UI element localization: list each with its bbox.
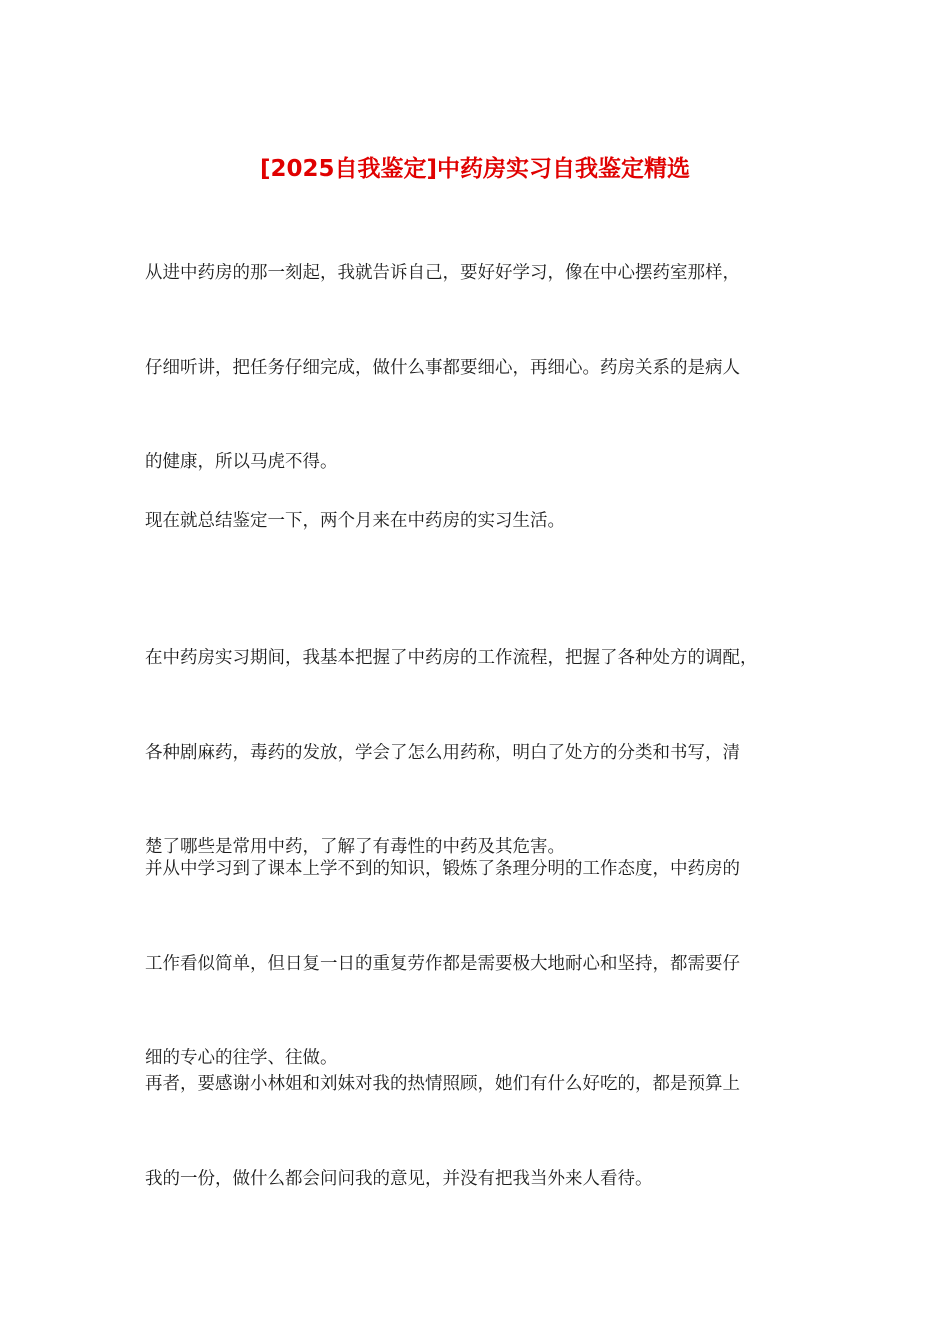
text-line: 细的专心的往学、往做。 xyxy=(145,1048,338,1068)
paragraph-summary xyxy=(145,443,813,569)
text-line: 从进中药房的那一刻起，我就告诉自己，要好好学习，像在中心摆药室那样， xyxy=(145,263,740,283)
text-line: 工作看似简单，但日复一日的重复劳作都是需要极大地耐心和坚持，都需要仔 xyxy=(145,953,740,974)
paragraph-thanks xyxy=(145,1006,813,1227)
text-line: 各种剧麻药，毒药的发放，学会了怎么用药称，明白了处方的分类和书写，清 xyxy=(145,742,740,763)
text-line: 现在就总结鉴定一下，两个月来在中药房的实习生活。 xyxy=(145,511,565,531)
text-line: 并从中学习到了课本上学不到的知识，锻炼了条理分明的工作态度，中药房的 xyxy=(145,859,740,879)
text-line: 在中药房实习期间，我基本把握了中药房的工作流程，把握了各种处方的调配， xyxy=(145,648,758,668)
text-line: 再者，要感谢小林姐和刘妹对我的热情照顾，她们有什么好吃的，都是预算上 xyxy=(145,1074,740,1094)
text-line: 楚了哪些是常用中药，了解了有毒性的中药及其危害。 xyxy=(145,837,565,857)
document-title: [2025自我鉴定]中药房实习自我鉴定精选 xyxy=(259,156,691,182)
text-line: 我的一份，做什么都会问问我的意见，并没有把我当外来人看待。 xyxy=(145,1168,653,1189)
text-line: 的健康，所以马虎不得。 xyxy=(145,452,338,472)
text-line: 仔细听讲，把任务仔细完成，做什么事都要细心，再细心。药房关系的是病人 xyxy=(145,357,740,378)
